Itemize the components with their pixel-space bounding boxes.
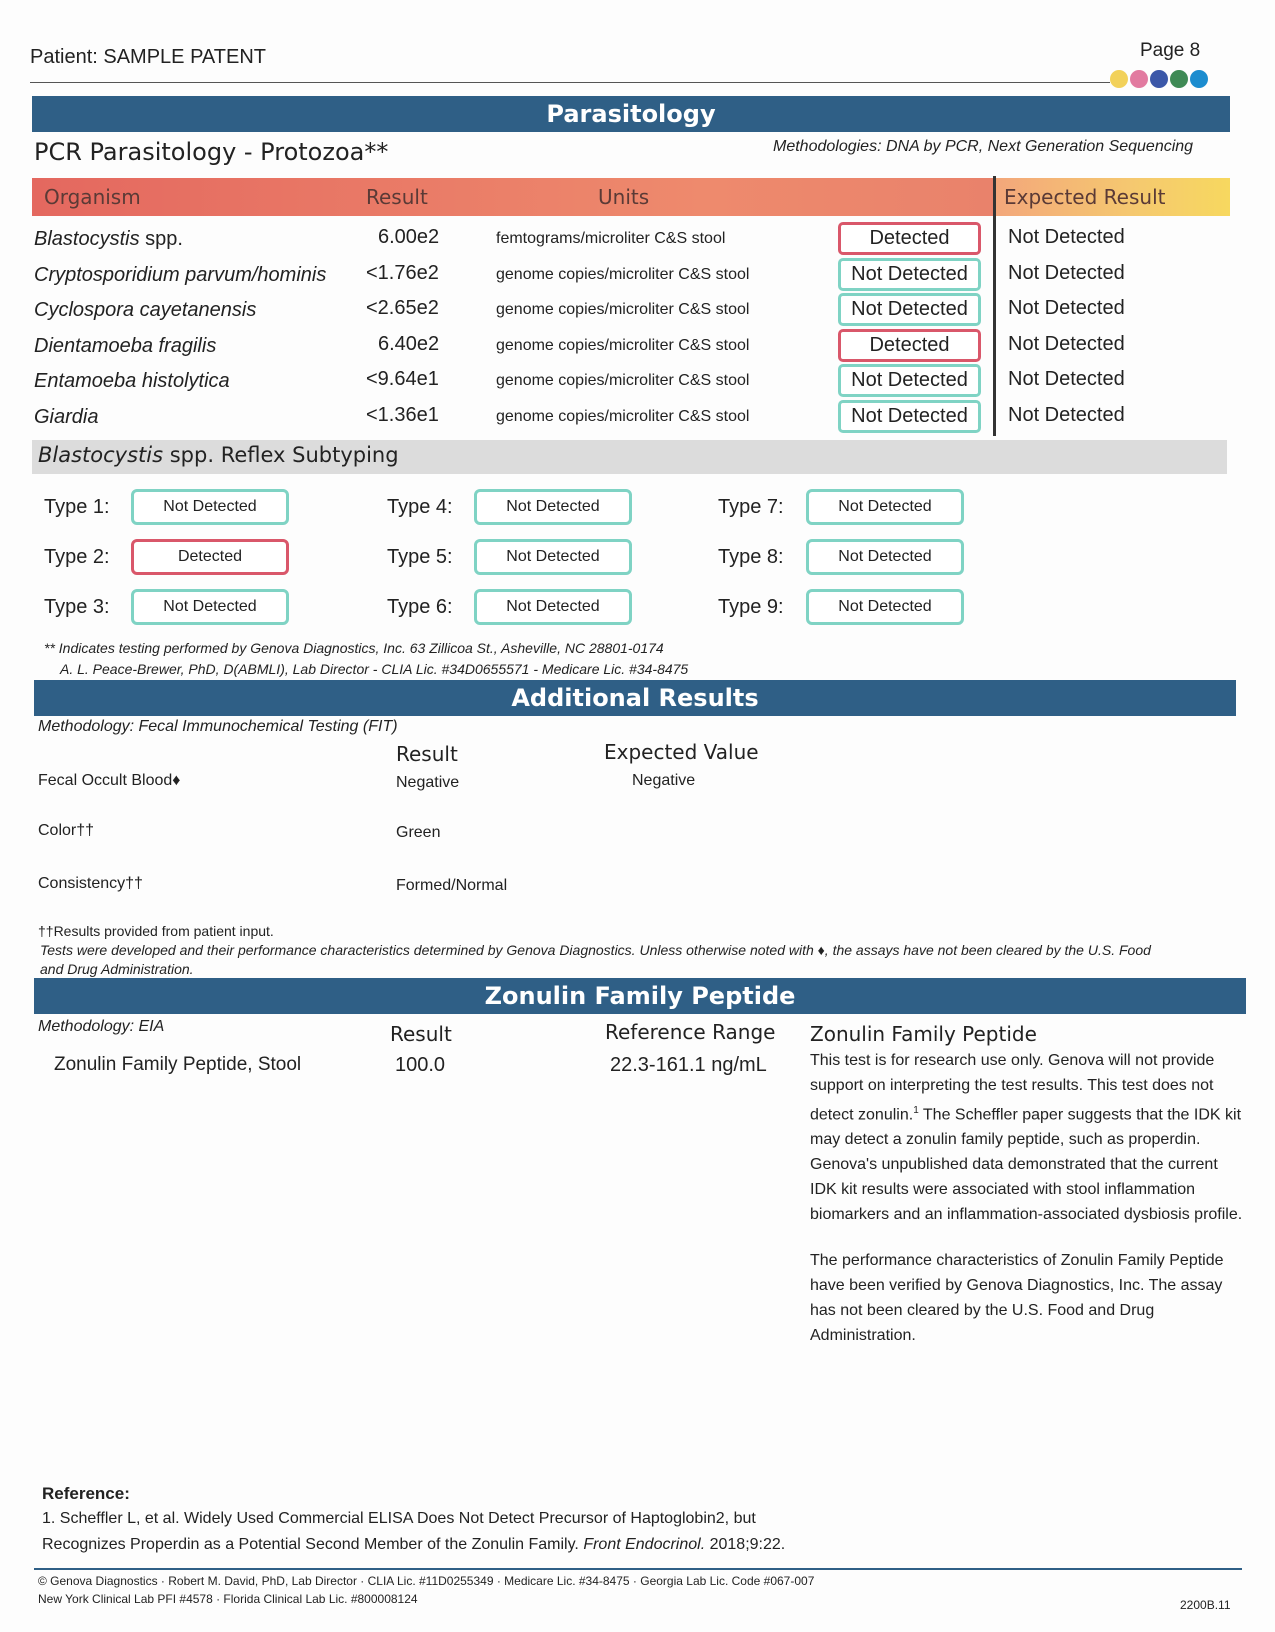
disclaimer-line2: and Drug Administration. [40, 961, 194, 977]
brand-dot [1110, 70, 1128, 88]
organism-genus: Cryptosporidium parvum/hominis [34, 263, 327, 286]
organism-result: <9.64e1 [366, 368, 439, 390]
disclaimer-line1: Tests were developed and their performance characteristics determined by Genova Diagnostics. Unless otherwise noted with ♦, the assays have not been cleared by the U.S. Food [40, 942, 1151, 958]
status-badge: Not Detected [838, 258, 981, 291]
expected-result: Not Detected [1008, 261, 1125, 284]
additional-result: Formed/Normal [396, 877, 508, 894]
footer-line2: New York Clinical Lab PFI #4578 · Florida Clinical Lab Lic. #800008124 [38, 1592, 418, 1606]
status-badge: Not Detected [838, 400, 981, 433]
subtyping-genus: Blastocystis [38, 443, 164, 467]
organism-genus: Dientamoeba fragilis [34, 334, 217, 357]
zonulin-range: 22.3-161.1 ng/mL [610, 1054, 767, 1076]
subtype-status-badge: Not Detected [806, 589, 964, 625]
table-header [32, 178, 994, 216]
organism-genus: Cyclospora cayetanensis [34, 299, 257, 321]
subtype-label: Type 9: [718, 596, 784, 618]
zonulin-performance-note: The performance characteristics of Zonulin Family Peptide have been verified by Genova Diagnostics, Inc. The assay has not been cleared by the U.S. Food and Drug Administration. [810, 1252, 1224, 1344]
organism-units: femtograms/microliter C&S stool [496, 230, 726, 247]
zonulin-col-result: Result [390, 1022, 452, 1046]
footer-divider [34, 1568, 1242, 1570]
zonulin-result: 100.0 [395, 1054, 446, 1076]
reference-heading: Reference: [42, 1484, 130, 1503]
subtype-label: Type 6: [387, 596, 453, 618]
header-divider [30, 82, 1110, 83]
fit-methodology: Methodology: Fecal Immunochemical Testing (FIT) [38, 718, 398, 735]
subtype-label: Type 5: [387, 546, 453, 568]
subtyping-title [38, 443, 399, 467]
reference-title-end: Recognizes Properdin as a Potential Second Member of the Zonulin Family. [42, 1536, 584, 1553]
footer-line1: © Genova Diagnostics · Robert M. David, PhD, Lab Director · CLIA Lic. #11D0255349 · Medicare Lic. #34-8475 · Georgia Lab Lic. Code #067-007 [38, 1574, 815, 1588]
zonulin-side-title: Zonulin Family Peptide [810, 1022, 1037, 1046]
status-badge: Detected [838, 222, 981, 255]
status-badge: Detected [838, 329, 981, 362]
organism-name [34, 264, 326, 287]
additional-col-result: Result [396, 742, 458, 766]
column-divider [993, 176, 996, 436]
expected-result: Not Detected [1008, 226, 1125, 248]
footnote-lab: ** Indicates testing performed by Genova Diagnostics, Inc. 63 Zillicoa St., Asheville, NC 28801-0174 [44, 640, 664, 656]
col-expected-header [996, 178, 1230, 216]
subtype-label: Type 8: [718, 546, 784, 568]
reference-journal: Front Endocrinol. [583, 1536, 706, 1553]
organism-suffix: spp. [139, 228, 183, 250]
subtype-status-badge: Detected [131, 539, 289, 575]
subtype-status-badge: Not Detected [131, 589, 289, 625]
brand-dot [1130, 70, 1148, 88]
organism-result: <1.36e1 [366, 403, 439, 426]
organism-result: 6.00e2 [378, 226, 440, 248]
organism-genus: Entamoeba histolytica [34, 370, 230, 392]
organism-name [34, 370, 230, 393]
additional-expected: Negative [632, 772, 696, 789]
status-badge: Not Detected [838, 364, 981, 397]
organism-result: 6.40e2 [378, 332, 440, 355]
brand-dot [1170, 70, 1188, 88]
organism-result: <1.76e2 [366, 261, 439, 284]
col-organism: Organism [44, 185, 141, 209]
subtype-label: Type 2: [44, 546, 110, 568]
organism-name [34, 299, 256, 322]
brand-dot [1150, 70, 1168, 88]
subtype-status-badge: Not Detected [474, 489, 632, 525]
organism-units: genome copies/microliter C&S stool [496, 301, 750, 318]
organism-genus: Blastocystis [34, 228, 140, 250]
subtype-label: Type 1: [44, 496, 110, 518]
parasitology-banner: Parasitology [32, 96, 1230, 132]
brand-dots [1110, 70, 1208, 88]
additional-test-name: Fecal Occult Blood♦ [38, 772, 181, 789]
zonulin-banner: Zonulin Family Peptide [34, 978, 1246, 1014]
reference-year: 2018;9:22. [705, 1536, 786, 1553]
col-result: Result [366, 185, 428, 209]
expected-result: Not Detected [1008, 297, 1125, 319]
organism-units: genome copies/microliter C&S stool [496, 265, 750, 283]
page-number: Page 8 [1140, 40, 1201, 61]
expected-result: Not Detected [1008, 332, 1125, 355]
organism-units: genome copies/microliter C&S stool [496, 372, 750, 389]
reference-line2 [42, 1536, 785, 1554]
patient-name: Patient: SAMPLE PATENT [30, 46, 267, 68]
brand-dot [1190, 70, 1208, 88]
subtype-status-badge: Not Detected [131, 489, 289, 525]
pcr-section-title: PCR Parasitology - Protozoa** [34, 138, 389, 166]
reference-line1: 1. Scheffler L, et al. Widely Used Commercial ELISA Does Not Detect Precursor of Haptoglobin2, but [42, 1510, 756, 1527]
additional-test-name: Consistency†† [38, 875, 143, 892]
subtype-label: Type 7: [718, 496, 784, 518]
additional-result: Green [396, 824, 441, 841]
subtype-status-badge: Not Detected [806, 539, 964, 575]
expected-result: Not Detected [1008, 403, 1125, 426]
organism-units: genome copies/microliter C&S stool [496, 336, 750, 354]
subtype-status-badge: Not Detected [806, 489, 964, 525]
form-code: 2200B.11 [1180, 1598, 1231, 1612]
subtype-status-badge: Not Detected [474, 589, 632, 625]
organism-units: genome copies/microliter C&S stool [496, 407, 750, 425]
status-badge: Not Detected [838, 293, 981, 326]
footnote-director: A. L. Peace-Brewer, PhD, D(ABMLI), Lab Director - CLIA Lic. #34D0655571 - Medicare Lic. #34-8475 [60, 661, 689, 677]
eia-methodology: Methodology: EIA [38, 1018, 165, 1035]
subtype-label: Type 3: [44, 596, 110, 618]
additional-results-banner: Additional Results [34, 680, 1236, 716]
subtype-label: Type 4: [387, 496, 453, 518]
patient-input-note: ††Results provided from patient input. [38, 923, 274, 939]
zonulin-col-range: Reference Range [605, 1020, 776, 1044]
zonulin-test-name: Zonulin Family Peptide, Stool [54, 1054, 302, 1075]
expected-result: Not Detected [1008, 368, 1125, 390]
zonulin-description [810, 1048, 1246, 1227]
additional-result: Negative [396, 774, 460, 791]
organism-name [34, 406, 98, 429]
zonulin-desc-part2: The Scheffler paper suggests that the IDK kit may detect a zonulin family peptide, such as properdin. Genova's unpublished data demonstrated that the current IDK kit results were associated with stool inflammation biomarkers and an inflammation-associated dysbiosis profile. [810, 1106, 1243, 1224]
subtype-status-badge: Not Detected [474, 539, 632, 575]
col-expected: Expected Result [1004, 185, 1166, 209]
zonulin-desc-footnote-ref: 1 [913, 1105, 919, 1116]
additional-col-expected: Expected Value [604, 740, 759, 764]
methodologies-note: Methodologies: DNA by PCR, Next Generation Sequencing [773, 138, 1194, 155]
zonulin-desc-part1: This test is for research use only. Genova will not provide support on interpreting the test results. This test does not detect zonulin. [810, 1052, 1215, 1124]
organism-name [34, 228, 183, 251]
additional-test-name: Color†† [38, 822, 95, 839]
organism-genus: Giardia [34, 405, 99, 428]
col-units: Units [598, 185, 650, 209]
organism-result: <2.65e2 [366, 297, 439, 319]
organism-name [34, 335, 216, 358]
subtyping-title-rest: spp. Reflex Subtyping [163, 443, 399, 467]
